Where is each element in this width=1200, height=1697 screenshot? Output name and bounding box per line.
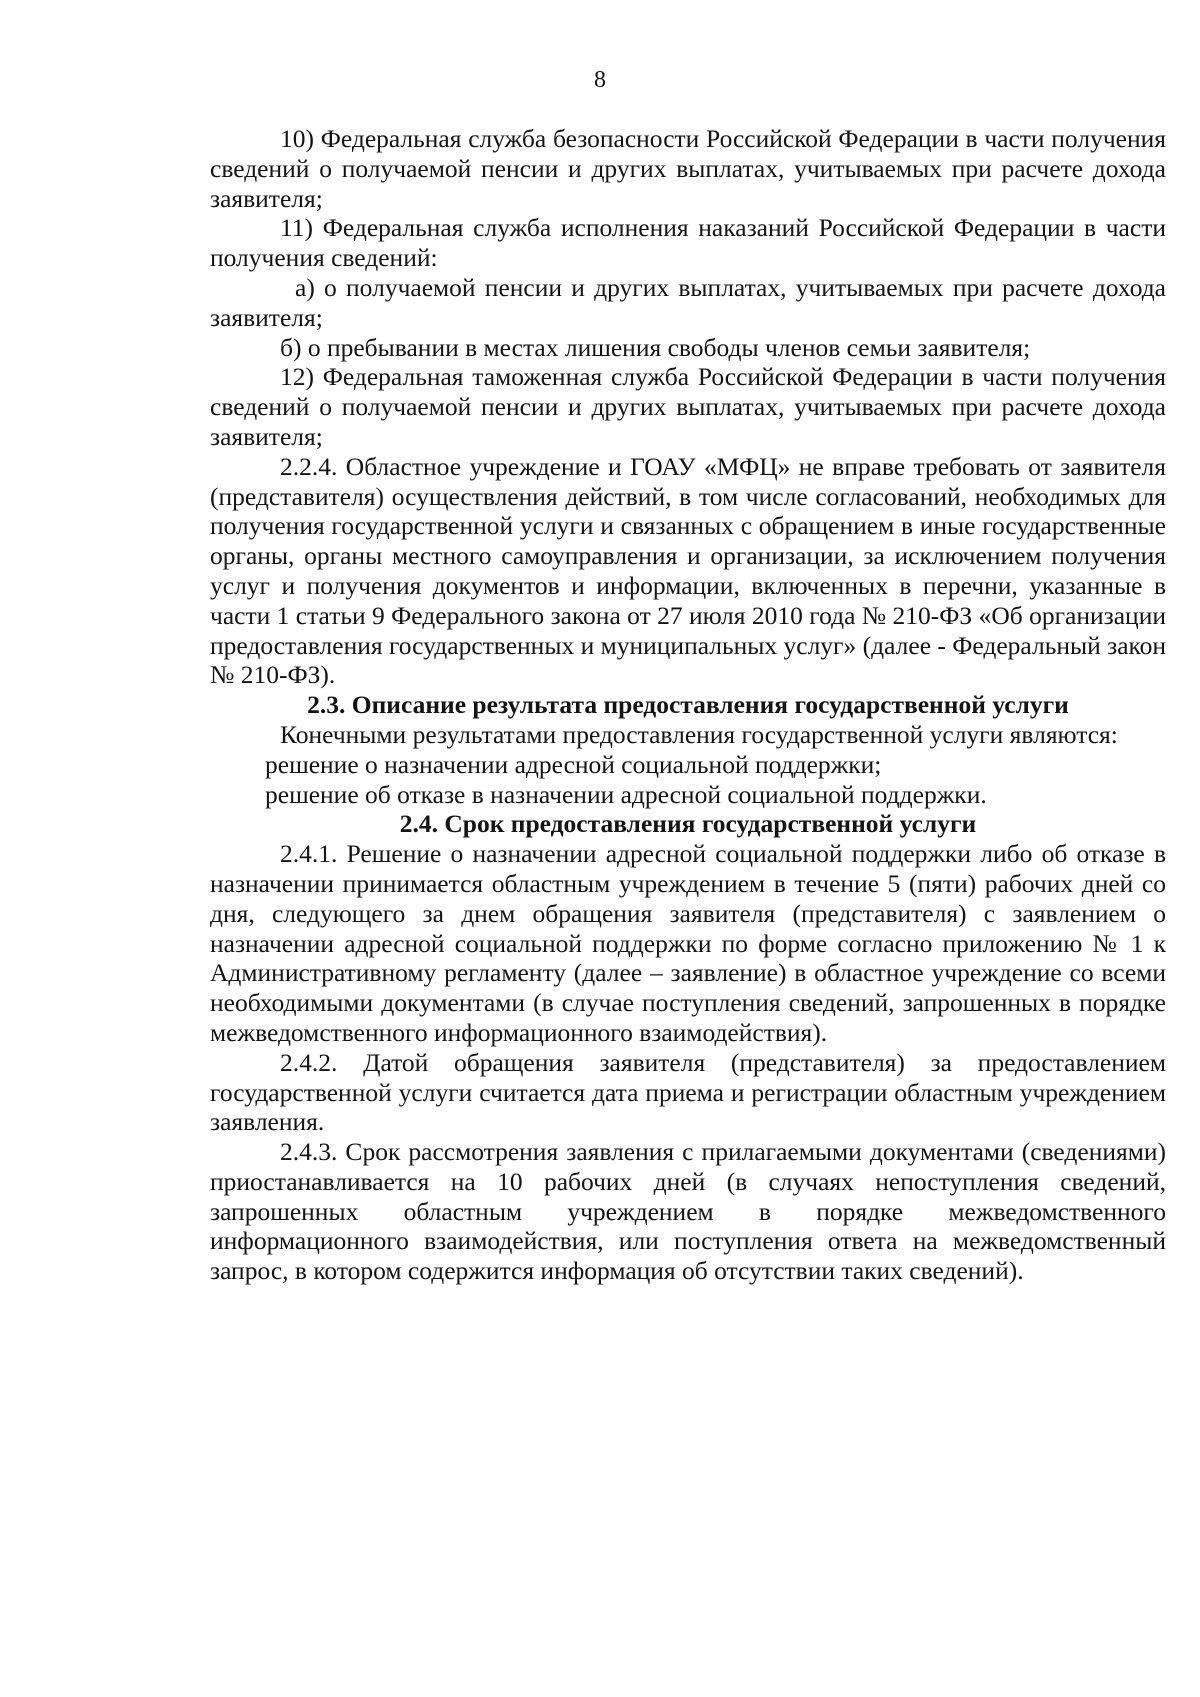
paragraph-2-4-1: 2.4.1. Решение о назначении адресной социальной поддержки либо об отказе в назначении принимается областным учреждением в течение 5 (пяти) рабочих дней со дня, следующего за днем обращения заявителя (представителя) с заявлением о назначении адресной социальной поддержки по форме согласно приложению № 1 к Административному регламенту (далее – заявление) в областное учреждение со всеми необходимыми документами (в случае поступления сведений, запрошенных в порядке межведомственного информационного взаимодействия).: [210, 839, 1166, 1047]
paragraph-item-11b: б) о пребывании в местах лишения свободы членов семьи заявителя;: [280, 332, 1031, 362]
paragraph-2-2-4: 2.2.4. Областное учреждение и ГОАУ «МФЦ» не вправе требовать от заявителя (представителя) осуществления действий, в том числе согласований, необходимых для получения государственной услуги и связанных с обращением в иные государственные органы, органы местного самоуправления и организации, за исключением получения услуг и получения документов и информации, включенных в перечни, указанные в части 1 статьи 9 Федерального закона от 27 июля 2010 года № 210-ФЗ «Об организации предоставления государственных и муниципальных услуг» (далее - Федеральный закон № 210-ФЗ).: [210, 451, 1167, 690]
result-item-approval: решение о назначении адресной социальной поддержки;: [265, 749, 882, 779]
section-2-4-heading: 2.4. Срок предоставления государственной услуги: [399, 809, 977, 839]
page-number: 8: [594, 67, 606, 93]
paragraph-item-12: 12) Федеральная таможенная служба Российской Федерации в части получения сведений о получаемой пенсии и других выплатах, учитываемых при расчете дохода заявителя;: [210, 362, 1166, 451]
section-2-3-intro: Конечными результатами предоставления государственной услуги являются:: [280, 719, 1118, 749]
document-body: [210, 124, 1166, 1286]
result-item-refusal: решение об отказе в назначении адресной социальной поддержки.: [265, 779, 987, 809]
section-2-3-heading: 2.3. Описание результата предоставления государственной услуги: [307, 690, 1069, 720]
paragraph-item-11a: а) о получаемой пенсии и других выплатах, учитываемых при расчете дохода заявителя;: [210, 272, 1166, 332]
paragraph-item-11: 11) Федеральная служба исполнения наказаний Российской Федерации в части получения сведений:: [210, 213, 1166, 273]
paragraph-2-4-3: 2.4.3. Срок рассмотрения заявления с прилагаемыми документами (сведениями) приостанавливается на 10 рабочих дней (в случаях непоступления сведений, запрошенных областным учреждением в порядке межведомственного информационного взаимодействия, или поступления ответа на межведомственный запрос, в котором содержится информация об отсутствии таких сведений).: [210, 1137, 1166, 1286]
paragraph-item-10: 10) Федеральная служба безопасности Российской Федерации в части получения сведений о получаемой пенсии и других выплатах, учитываемых при расчете дохода заявителя;: [210, 124, 1166, 213]
paragraph-2-4-2: 2.4.2. Датой обращения заявителя (представителя) за предоставлением государственной услуги считается дата приема и регистрации областным учреждением заявления.: [210, 1047, 1166, 1137]
